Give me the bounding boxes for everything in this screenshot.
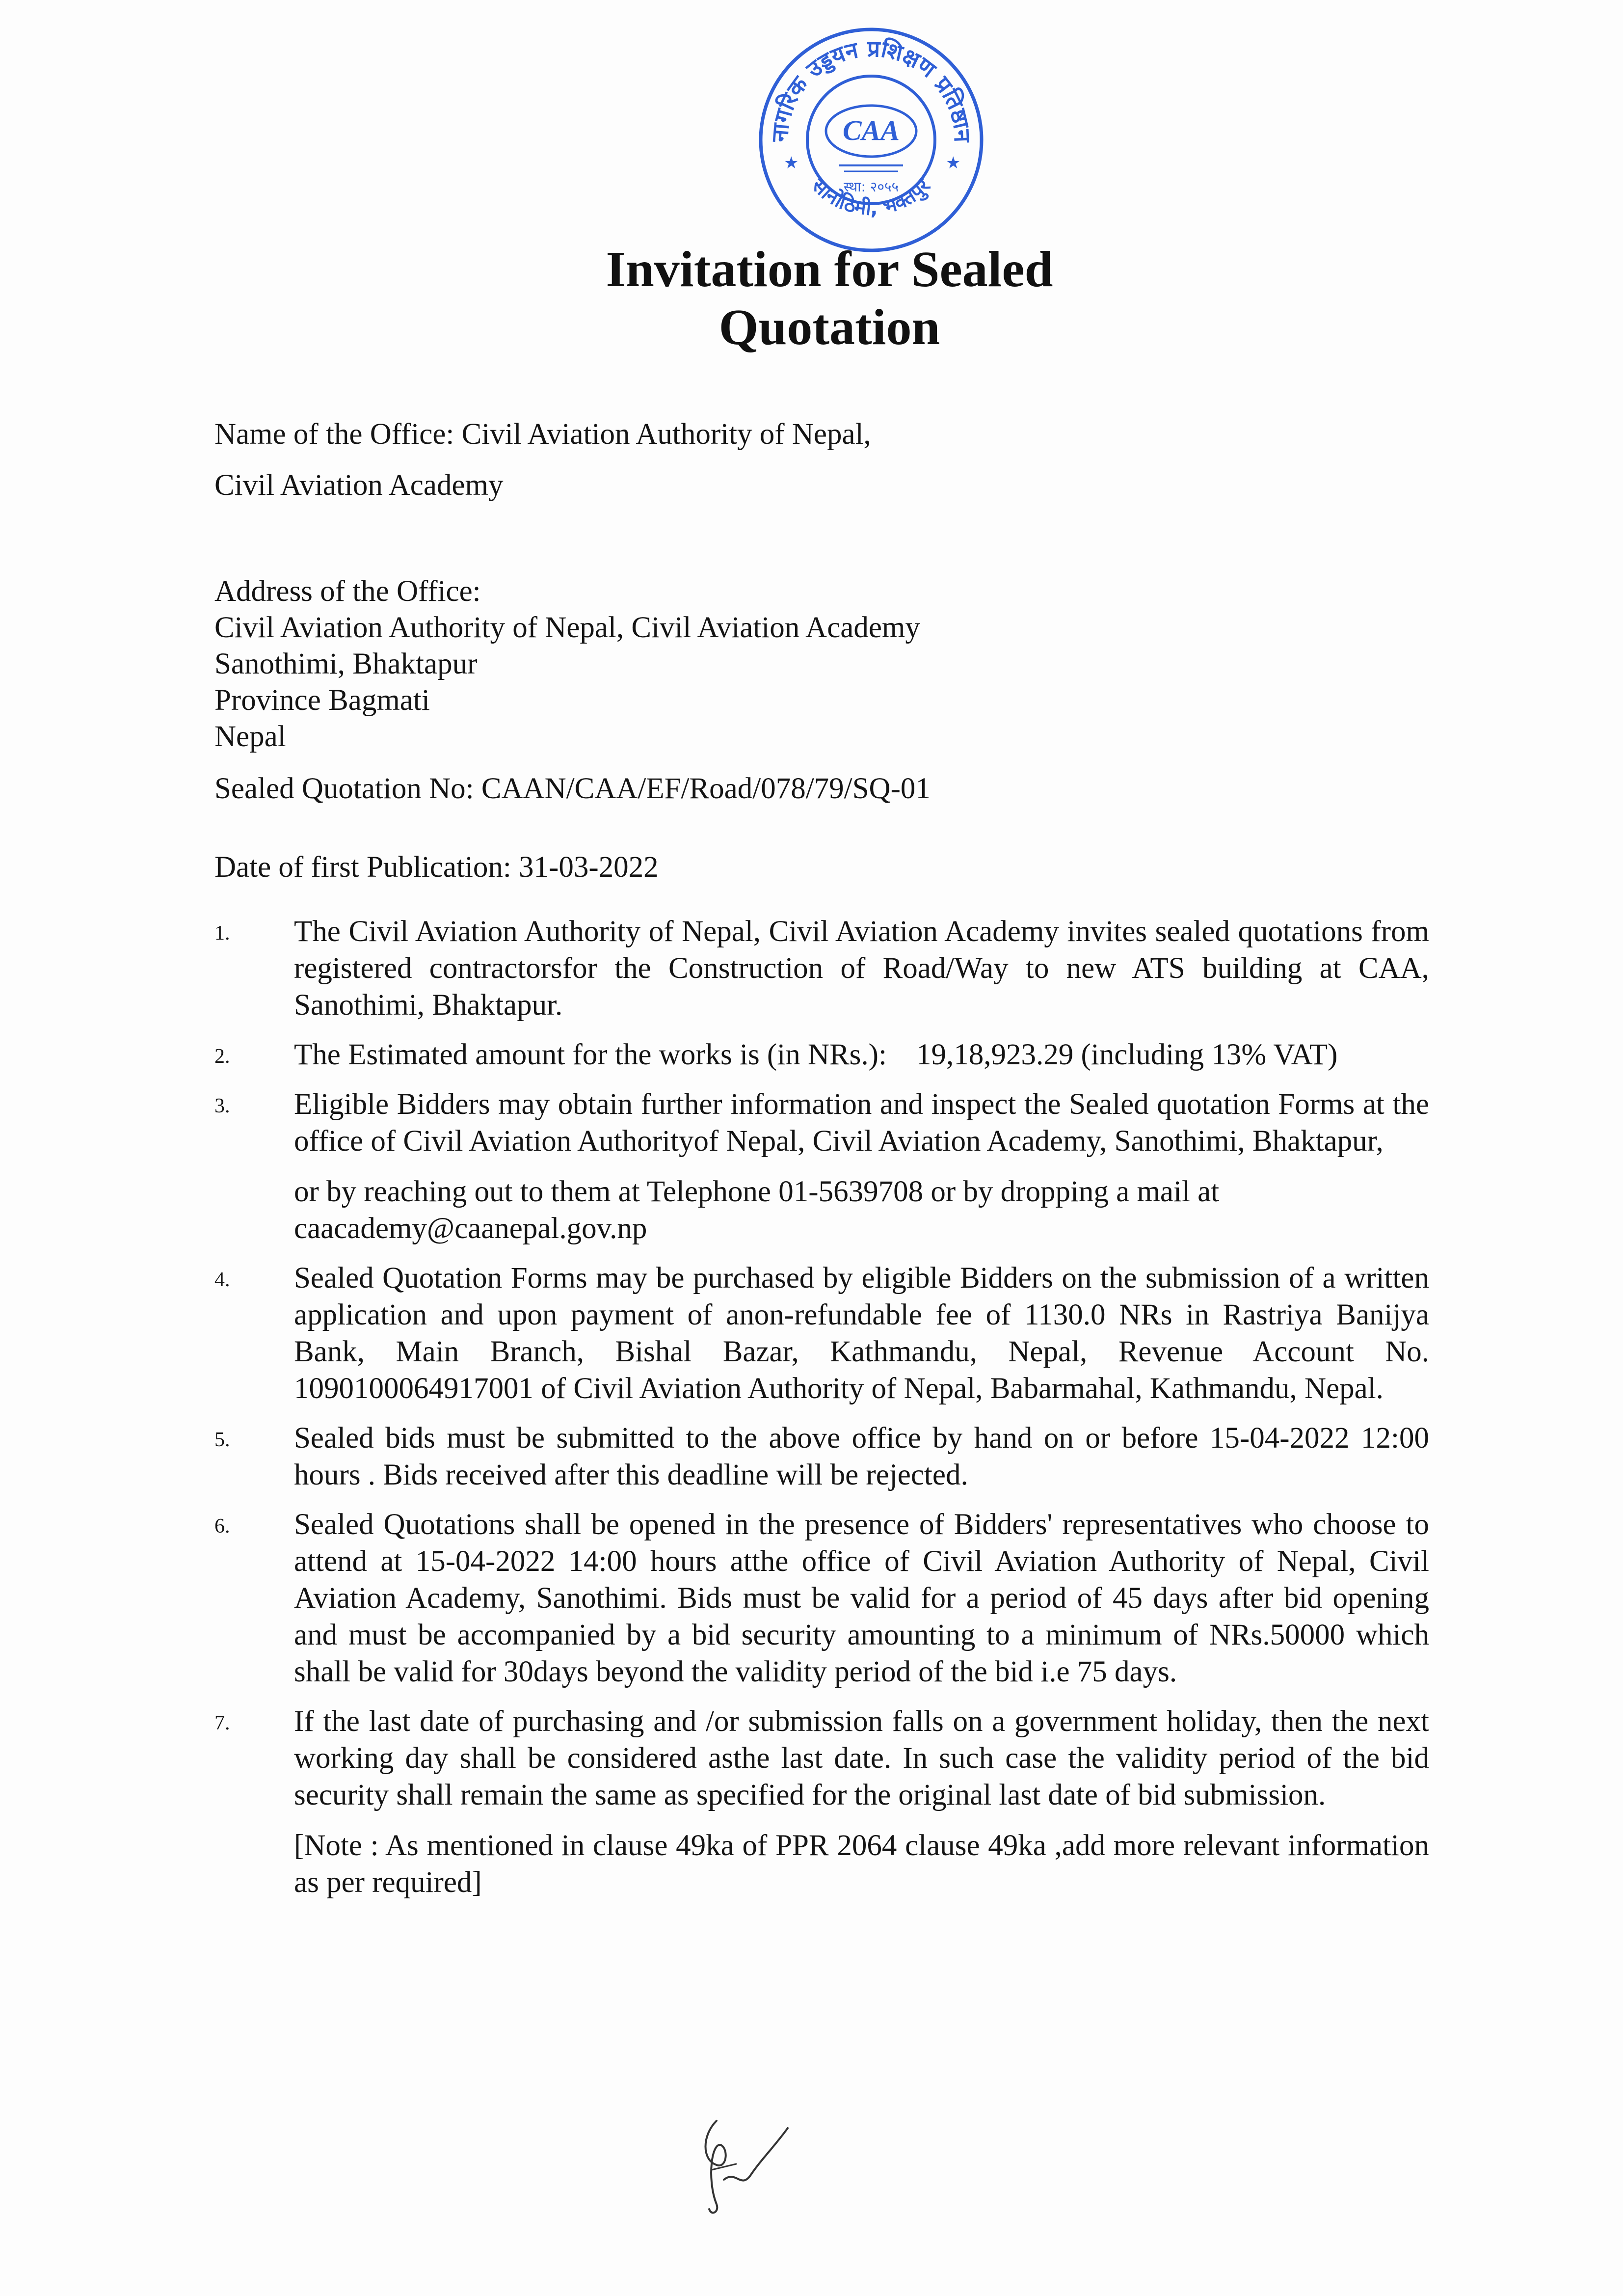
clause-text: Sealed bids must be submitted to the above office by hand on or before 15-04-2022 12:00 hours . Bids received after this deadline will be rejected. (294, 1422, 1429, 1491)
clause-number: 3. (214, 1095, 230, 1117)
clause-item (214, 1260, 1429, 1407)
clause-number: 7. (214, 1712, 230, 1734)
clause-number: 4. (214, 1269, 230, 1291)
clause-text: The Estimated amount for the works is (in NRs.): (294, 1038, 887, 1071)
clause-note: [Note : As mentioned in clause 49ka of PPR 2064 clause 49ka ,add more relevant information as per required] (294, 1829, 1429, 1899)
document-title (491, 241, 1168, 356)
clause-text: If the last date of purchasing and /or submission falls on a government holiday, then the next working day shall be considered asthe last date. In such case the validity period of the bid security shall remain the same as specified for the original last date of bid submission. (294, 1705, 1429, 1811)
office-name-line-2: Civil Aviation Academy (214, 469, 504, 502)
seal-bottom-text: सानोठिमी, भक्तपुर (807, 174, 935, 220)
svg-text:★: ★ (784, 153, 799, 173)
svg-text:★: ★ (946, 153, 961, 173)
signature-graphic (682, 2106, 800, 2224)
address-label: Address of the Office: (214, 575, 481, 608)
title-line-1: Invitation for Sealed (606, 241, 1053, 297)
office-address-block (214, 573, 920, 755)
clause-item (214, 1036, 1429, 1073)
address-line: Civil Aviation Authority of Nepal, Civil Aviation Academy (214, 611, 920, 644)
clause-text: Sealed Quotations shall be opened in the presence of Bidders' representatives who choose to attend at 15-04-2022 14:00 hours atthe office of Civil Aviation Authority of Nepal, Civil Aviation Academy, Sanothimi. Bids must be valid for a period of 45 days after bid opening and must be accompanied by a bid security amounting to a minimum of NRs.50000 which shall be valid for 30days beyond the validity period of the bid i.e 75 days. (294, 1508, 1429, 1688)
official-seal-stamp (753, 22, 989, 258)
title-line-2: Quotation (718, 299, 940, 355)
clause-item (214, 1506, 1429, 1690)
seal-logo-text: CAA (842, 114, 900, 146)
office-name-line-1: Name of the Office: Civil Aviation Authority of Nepal, (214, 418, 871, 451)
seal-graphic (753, 22, 989, 258)
clause-item (214, 1086, 1429, 1247)
address-line: Province Bagmati (214, 684, 430, 717)
seal-ring-text: नागरिक उड्डयन प्रशिक्षण प्रतिष्ठान (766, 35, 976, 143)
address-line: Sanothimi, Bhaktapur (214, 648, 478, 680)
clause-item (214, 913, 1429, 1024)
address-line: Nepal (214, 720, 286, 753)
clause-number: 2. (214, 1045, 230, 1068)
clause-contact-text: or by reaching out to them at Telephone 01-5639708 or by dropping a mail at caacademy@caanepal.gov.np (294, 1175, 1220, 1245)
clause-item (214, 1420, 1429, 1493)
clause-number: 5. (214, 1429, 230, 1451)
clause-number: 6. (214, 1515, 230, 1538)
clause-item (214, 1703, 1429, 1901)
handwritten-signature (682, 2106, 800, 2224)
clause-text: Eligible Bidders may obtain further information and inspect the Sealed quotation Forms at the office of Civil Aviation Authorityof Nepal, Civil Aviation Academy, Sanothimi, Bhaktapur, (294, 1088, 1429, 1158)
clauses-list (214, 913, 1429, 1914)
clause-text: The Civil Aviation Authority of Nepal, Civil Aviation Academy invites sealed quotations from registered contractorsfor the Construction of Road/Way to new ATS building at CAA, Sanothimi, Bhaktapur. (294, 915, 1429, 1022)
office-name-block (214, 416, 871, 518)
clause-number: 1. (214, 922, 230, 945)
first-publication-date: Date of first Publication: 31-03-2022 (214, 851, 659, 884)
clause-text: Sealed Quotation Forms may be purchased by eligible Bidders on the submission of a written application and upon payment of anon-refundable fee of 1130.0 NRs in Rastriya Banijya Bank, Main Branch, Bishal Bazar, Kathmandu, Nepal, Revenue Account No. 1090100064917001 of Civil Aviation Authority of Nepal, Babarmahal, Kathmandu, Nepal. (294, 1262, 1429, 1405)
seal-established-text: स्था: २०५५ (843, 179, 899, 195)
sealed-quotation-number: Sealed Quotation No: CAAN/CAA/EF/Road/078/79/SQ-01 (214, 772, 931, 805)
estimated-amount: 19,18,923.29 (including 13% VAT) (916, 1038, 1338, 1071)
